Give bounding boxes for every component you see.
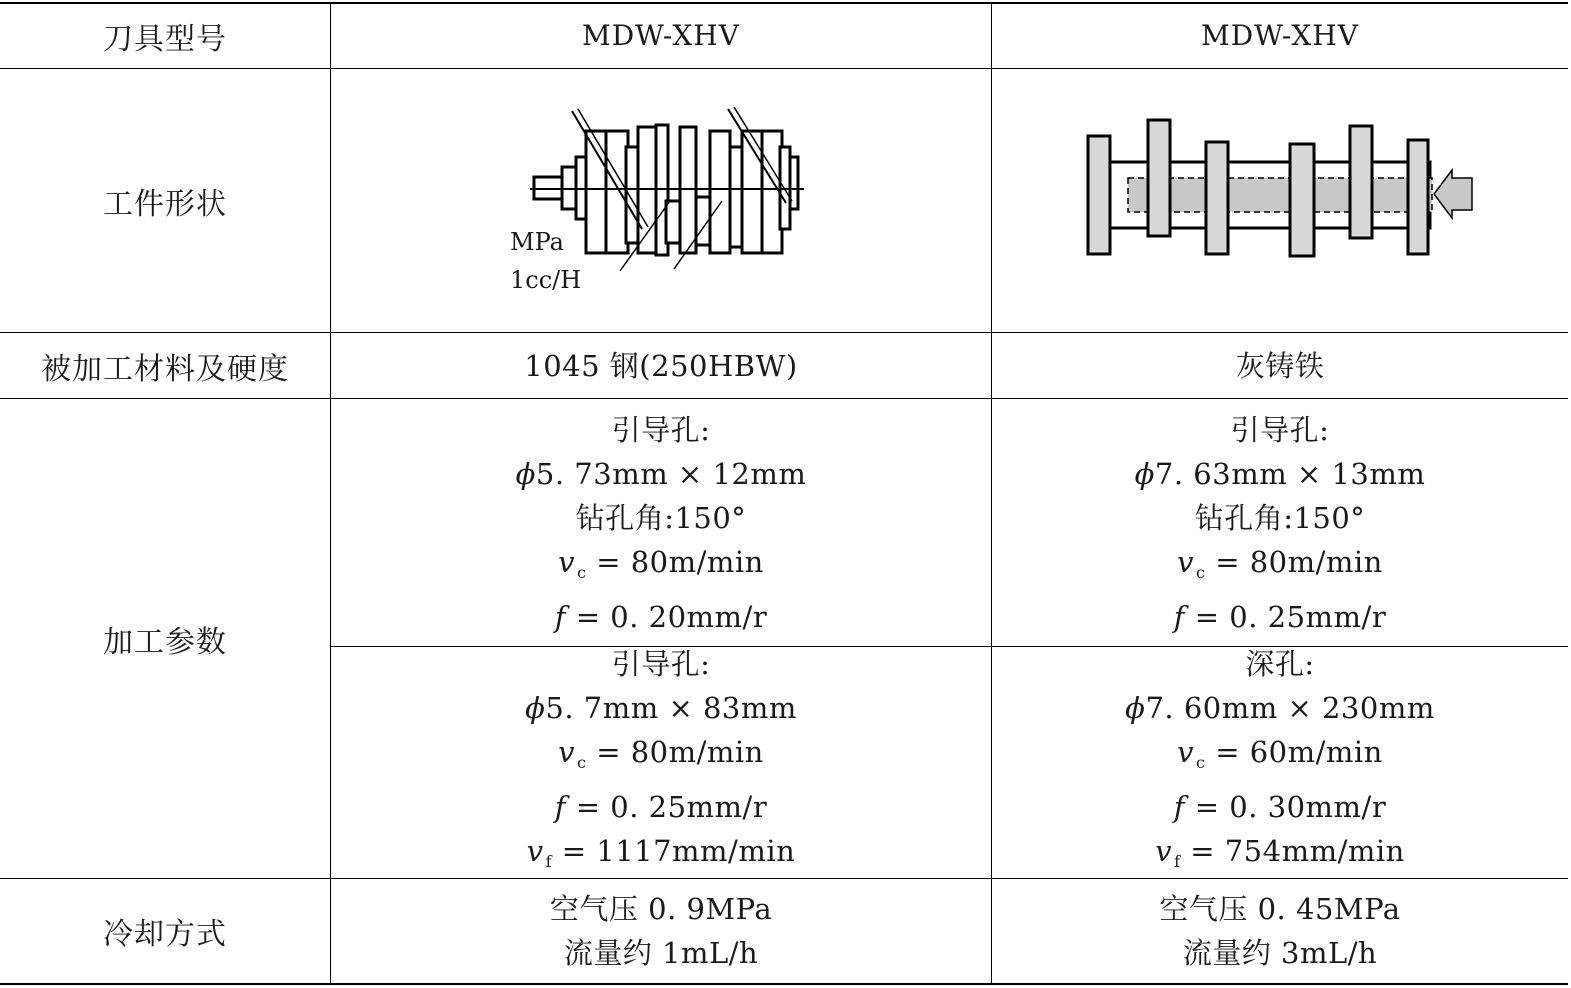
cooling-col2: 空气压 0. 45MPa 流量约 3mL/h: [1159, 892, 1401, 970]
material-col2: 灰铸铁: [1235, 348, 1325, 383]
params-upper-col2: 引导孔: ϕ7. 63mm × 13mm 钻孔角:150° v $_c$ = 80m/min f = 0. 25mm/r: [1134, 412, 1426, 634]
params-lower-col2: 深孔: ϕ7. 60mm × 230mm v $_c$ = 60m/min f = 0. 30mm/r v $_f$ = 754mm/min: [1125, 646, 1435, 871]
params-lower-col1: 引导孔: ϕ5. 7mm × 83mm v $_c$ = 80m/min f = 0. 25mm/r v $_f$ = 1117mm/min: [525, 646, 797, 871]
crank-annotation-pressure: MPa: [510, 228, 564, 256]
tool-model-col2: MDW-XHV: [1201, 19, 1359, 52]
material-label: 被加工材料及硬度: [41, 351, 289, 387]
cooling-col1: 空气压 0. 9MPa 流量约 1mL/h: [549, 892, 773, 970]
camshaft-drawing: [1082, 112, 1482, 262]
material-col1: 1045 钢(250HBW): [524, 348, 798, 383]
cooling-label: 冷却方式: [103, 917, 227, 952]
table-border-bottom: [0, 983, 1568, 985]
tool-model-col1: MDW-XHV: [582, 19, 740, 52]
params-upper-col1: 引导孔: ϕ5. 73mm × 12mm 钻孔角:150° v $_c$ = 80m/min f = 0. 20mm/r: [515, 412, 807, 634]
workpiece-shape-label: 工件形状: [103, 186, 227, 222]
crank-annotation-flow: 1cc/H: [510, 266, 582, 294]
tool-model-label: 刀具型号: [103, 21, 227, 57]
params-label: 加工参数: [103, 624, 227, 660]
